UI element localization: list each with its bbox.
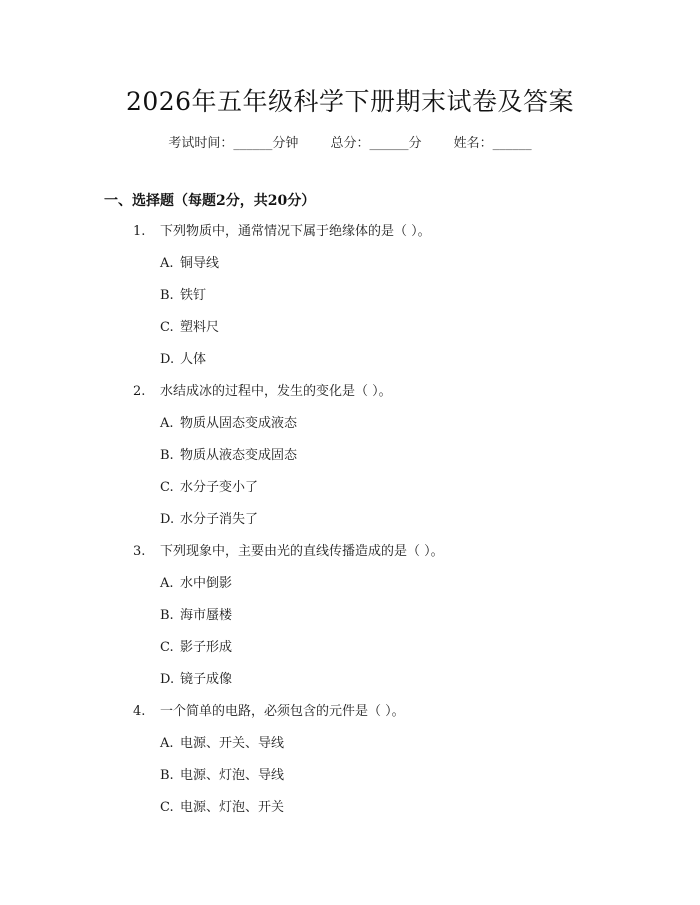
option-text: 电源、灯泡、导线 <box>180 768 285 783</box>
question-item <box>0 382 700 414</box>
question-text: 水结成冰的过程中，发生的变化是（ ）。 <box>160 384 392 399</box>
option-letter: A. <box>160 576 174 591</box>
option-item <box>0 638 700 670</box>
name-field: 姓名：______ <box>453 136 532 151</box>
option-item <box>0 414 700 446</box>
option-letter: B. <box>160 448 174 463</box>
section-heading: 一、选择题（每题2分，共20分） <box>104 193 316 209</box>
option-text: 电源、灯泡、开关 <box>180 800 285 815</box>
question-number: 4. <box>133 704 146 719</box>
option-letter: C. <box>160 320 174 335</box>
option-item <box>0 766 700 798</box>
option-text: 水分子消失了 <box>180 512 259 527</box>
option-item <box>0 254 700 286</box>
total-score-field: 总分：______分 <box>330 136 422 151</box>
option-item <box>0 734 700 766</box>
option-text: 影子形成 <box>180 640 233 655</box>
option-letter: B. <box>160 768 174 783</box>
option-item <box>0 670 700 702</box>
question-number: 1. <box>133 224 146 239</box>
option-letter: D. <box>160 512 175 527</box>
option-item <box>0 606 700 638</box>
option-letter: A. <box>160 256 174 271</box>
option-letter: A. <box>160 416 174 431</box>
question-text: 下列现象中，主要由光的直线传播造成的是（ ）。 <box>160 544 444 559</box>
option-item <box>0 318 700 350</box>
exam-time-field: 考试时间：______分钟 <box>168 136 299 151</box>
option-text: 物质从固态变成液态 <box>180 416 298 431</box>
option-text: 海市蜃楼 <box>180 608 233 623</box>
question-item <box>0 222 700 254</box>
option-item <box>0 350 700 382</box>
option-text: 人体 <box>180 352 207 367</box>
option-text: 铜导线 <box>180 256 220 271</box>
option-item <box>0 510 700 542</box>
option-letter: A. <box>160 736 174 751</box>
question-item <box>0 702 700 734</box>
option-letter: B. <box>160 608 174 623</box>
question-item <box>0 542 700 574</box>
question-number: 3. <box>133 544 146 559</box>
option-text: 塑料尺 <box>180 320 220 335</box>
option-letter: D. <box>160 352 175 367</box>
option-item <box>0 798 700 830</box>
option-text: 镜子成像 <box>180 672 233 687</box>
option-text: 电源、开关、导线 <box>180 736 285 751</box>
option-item <box>0 286 700 318</box>
question-list <box>0 222 700 830</box>
question-text: 一个简单的电路，必须包含的元件是（ ）。 <box>160 704 405 719</box>
option-text: 物质从液态变成固态 <box>180 448 298 463</box>
option-letter: D. <box>160 672 175 687</box>
option-text: 水中倒影 <box>180 576 233 591</box>
option-item <box>0 574 700 606</box>
option-item <box>0 446 700 478</box>
page-title: 2026年五年级科学下册期末试卷及答案 <box>125 87 575 116</box>
question-number: 2. <box>133 384 146 399</box>
option-letter: C. <box>160 640 174 655</box>
option-letter: C. <box>160 800 174 815</box>
exam-meta <box>0 132 700 151</box>
option-letter: C. <box>160 480 174 495</box>
question-text: 下列物质中，通常情况下属于绝缘体的是（ ）。 <box>160 224 431 239</box>
option-text: 铁钉 <box>180 288 207 303</box>
option-letter: B. <box>160 288 174 303</box>
option-item <box>0 478 700 510</box>
option-text: 水分子变小了 <box>180 480 259 495</box>
